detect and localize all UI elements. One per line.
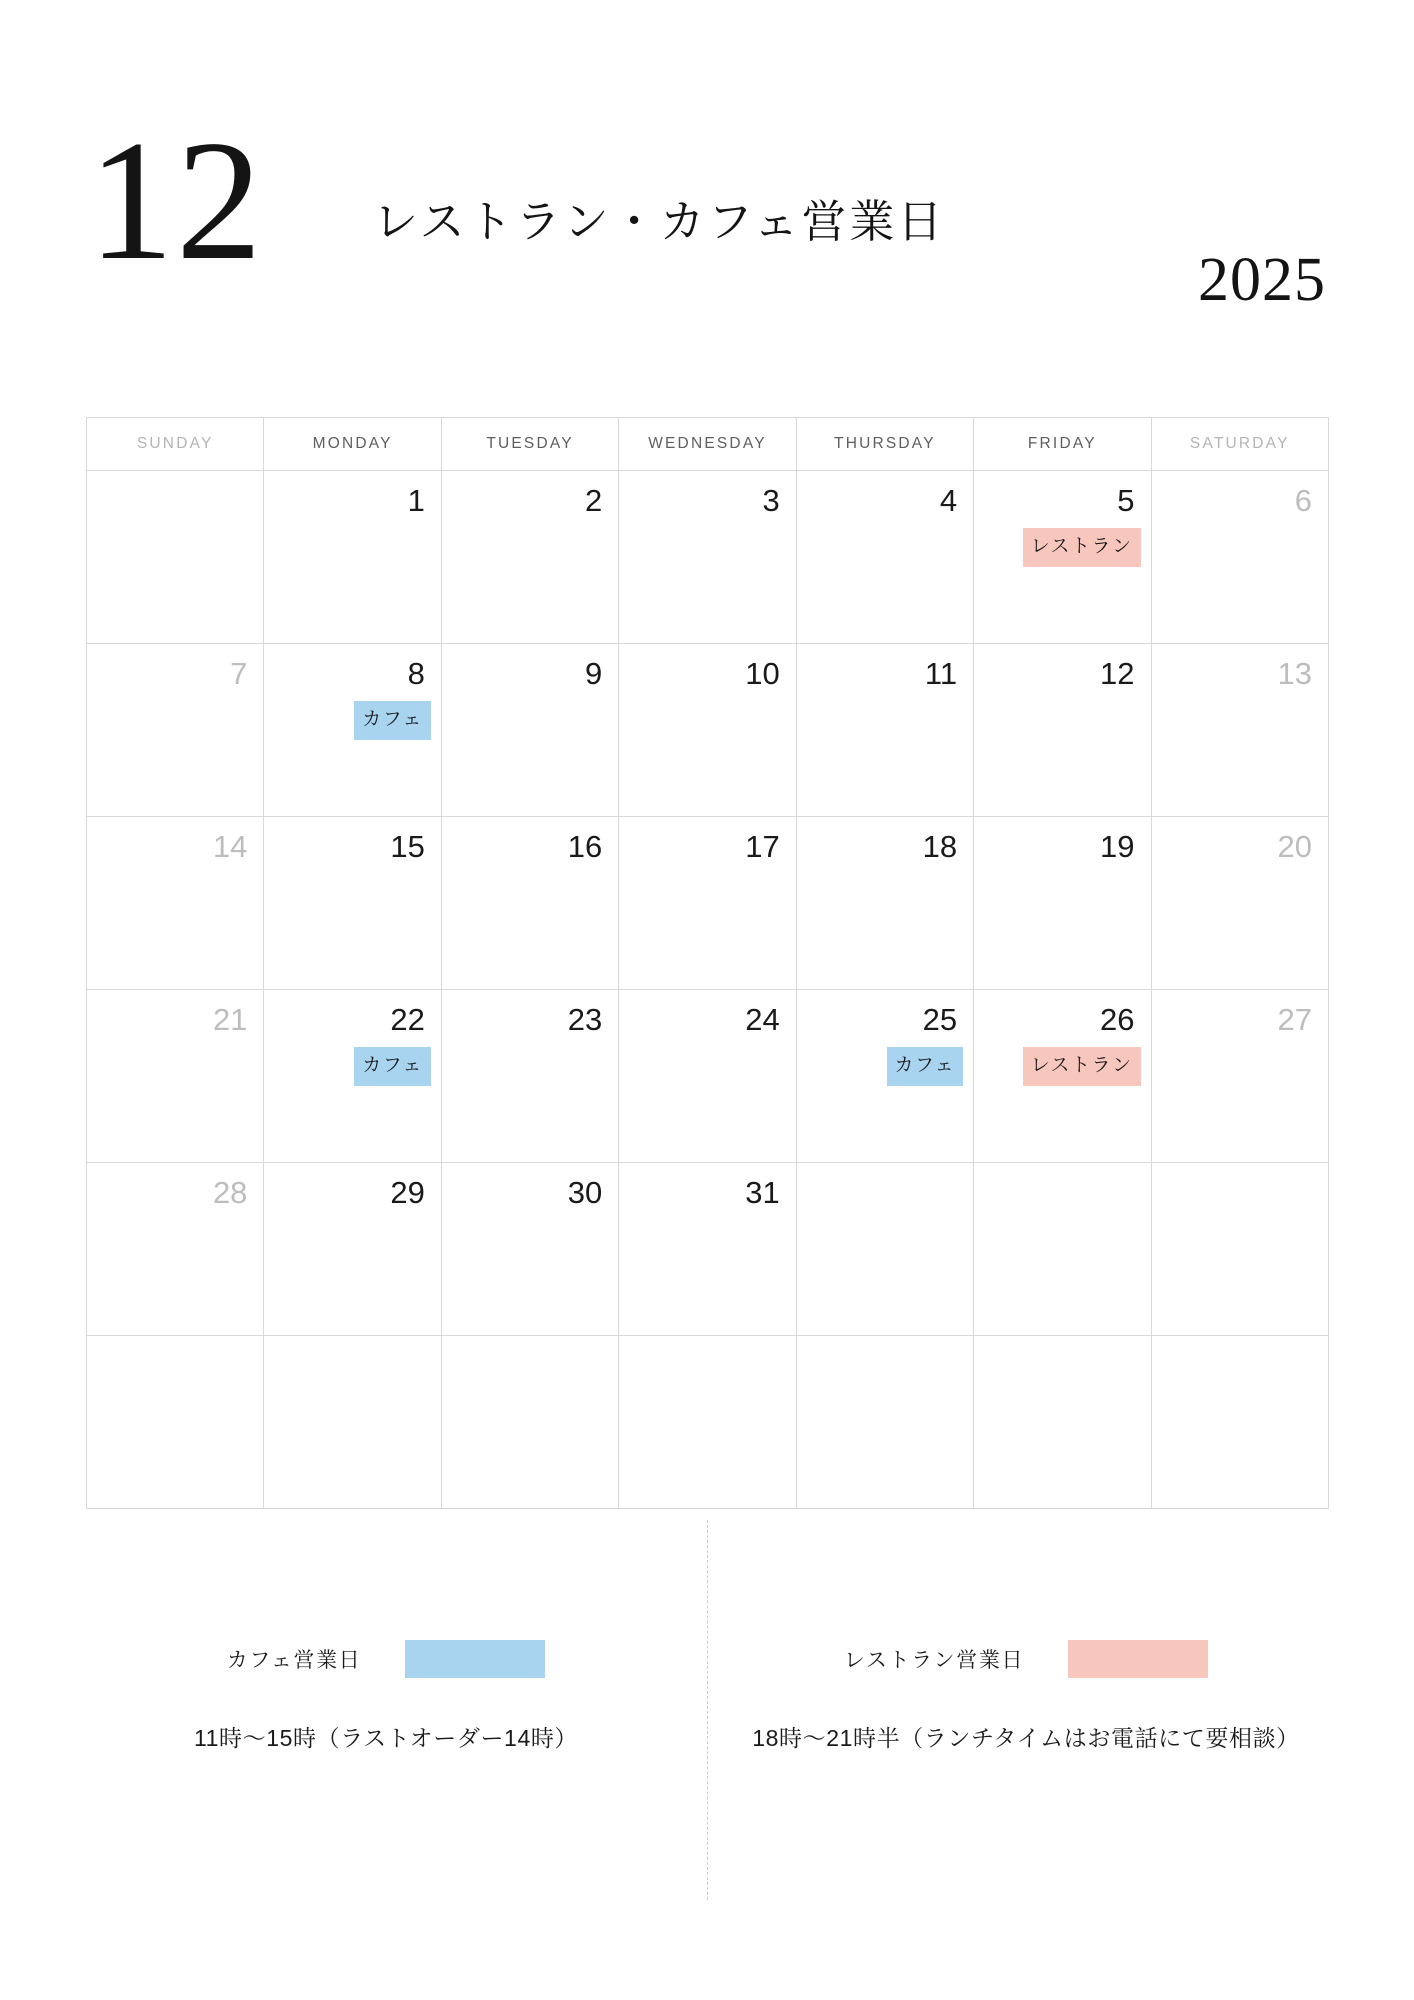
calendar-day-cell[interactable]	[619, 1163, 796, 1336]
calendar-day-cell[interactable]	[87, 471, 264, 644]
day-number: 7	[230, 656, 248, 691]
calendar-week-row	[87, 990, 1329, 1163]
day-number: 11	[924, 656, 958, 691]
legend-cafe-hours: 11時〜15時（ラストオーダー14時）	[193, 1725, 579, 1751]
calendar-day-cell[interactable]	[974, 1336, 1151, 1509]
legend-divider	[707, 1520, 708, 1900]
calendar-week-row	[87, 1163, 1329, 1336]
calendar-day-cell[interactable]	[974, 471, 1151, 644]
day-number: 1	[407, 483, 425, 518]
day-number: 6	[1294, 483, 1312, 518]
page-header	[88, 106, 1326, 340]
day-number: 10	[745, 656, 780, 691]
legend-cafe-swatch	[405, 1640, 545, 1678]
calendar-day-cell[interactable]	[796, 990, 973, 1163]
legend-cafe	[106, 1640, 666, 1753]
calendar-day-cell[interactable]	[619, 817, 796, 990]
event-tag-restaurant[interactable]: レストラン	[1023, 1047, 1141, 1086]
day-number: 24	[745, 1002, 780, 1037]
page-title: レストラン・カフェ営業日	[373, 197, 946, 247]
calendar-day-cell[interactable]	[441, 1163, 618, 1336]
calendar-week-row	[87, 471, 1329, 644]
event-tag-cafe[interactable]: カフェ	[887, 1047, 964, 1086]
calendar-day-cell[interactable]	[87, 817, 264, 990]
day-number: 4	[939, 483, 958, 518]
calendar-day-cell[interactable]	[264, 817, 441, 990]
calendar-day-cell[interactable]	[441, 1336, 618, 1509]
legend-restaurant-hours: 18時〜21時半（ランチタイムはお電話にて要相談）	[752, 1725, 1300, 1751]
legend-cafe-head	[106, 1640, 666, 1678]
day-number: 22	[390, 1002, 425, 1037]
legend-cafe-label: カフェ営業日	[226, 1649, 362, 1672]
weekday-header-sunday: SUNDAY	[87, 418, 264, 471]
calendar-week-row	[87, 1336, 1329, 1509]
calendar-day-cell[interactable]	[974, 990, 1151, 1163]
calendar-day-cell[interactable]	[1151, 644, 1328, 817]
weekday-header-monday: MONDAY	[264, 418, 441, 471]
calendar-day-cell[interactable]	[441, 817, 618, 990]
calendar-day-cell[interactable]	[264, 471, 441, 644]
calendar-day-cell[interactable]	[87, 990, 264, 1163]
calendar-day-cell[interactable]	[87, 1336, 264, 1509]
calendar-week-row	[87, 644, 1329, 817]
day-number: 26	[1100, 1002, 1135, 1037]
day-number: 29	[390, 1175, 425, 1210]
day-number: 5	[1117, 483, 1135, 518]
day-number: 8	[407, 656, 425, 691]
day-number: 12	[1100, 656, 1135, 691]
calendar-day-cell[interactable]	[87, 1163, 264, 1336]
day-number: 19	[1100, 829, 1135, 864]
calendar-day-cell[interactable]	[264, 1163, 441, 1336]
day-number: 20	[1277, 829, 1312, 864]
calendar-day-cell[interactable]	[796, 1163, 973, 1336]
calendar-day-cell[interactable]	[796, 471, 973, 644]
calendar-grid	[86, 417, 1329, 1509]
day-number: 16	[567, 829, 603, 864]
day-number: 14	[212, 829, 248, 864]
calendar-day-cell[interactable]	[974, 817, 1151, 990]
day-number: 17	[745, 829, 780, 864]
calendar-day-cell[interactable]	[796, 817, 973, 990]
calendar-day-cell[interactable]	[441, 990, 618, 1163]
calendar-day-cell[interactable]	[264, 990, 441, 1163]
weekday-header-row	[87, 418, 1329, 471]
calendar-day-cell[interactable]	[441, 644, 618, 817]
calendar-day-cell[interactable]	[1151, 817, 1328, 990]
event-tag-cafe[interactable]: カフェ	[354, 701, 431, 740]
calendar-day-cell[interactable]	[1151, 471, 1328, 644]
event-tag-restaurant[interactable]: レストラン	[1023, 528, 1141, 567]
calendar-day-cell[interactable]	[619, 644, 796, 817]
day-number: 28	[212, 1175, 248, 1210]
calendar-day-cell[interactable]	[796, 644, 973, 817]
day-number: 3	[762, 483, 780, 518]
weekday-header-thursday: THURSDAY	[796, 418, 973, 471]
day-number: 18	[922, 829, 958, 864]
calendar-day-cell[interactable]	[1151, 1163, 1328, 1336]
legend-restaurant-label: レストラン営業日	[843, 1649, 1025, 1672]
calendar-day-cell[interactable]	[974, 1163, 1151, 1336]
legend-restaurant-head	[746, 1640, 1306, 1678]
calendar-day-cell[interactable]	[619, 471, 796, 644]
day-number: 27	[1277, 1002, 1312, 1037]
calendar-day-cell[interactable]	[974, 644, 1151, 817]
event-tag-cafe[interactable]: カフェ	[354, 1047, 431, 1086]
legend-restaurant	[746, 1640, 1306, 1753]
day-number: 25	[922, 1002, 958, 1037]
calendar-day-cell[interactable]	[1151, 990, 1328, 1163]
day-number: 21	[212, 1002, 248, 1037]
weekday-header-friday: FRIDAY	[974, 418, 1151, 471]
day-number: 31	[745, 1175, 780, 1210]
calendar-day-cell[interactable]	[264, 1336, 441, 1509]
legend-restaurant-swatch	[1068, 1640, 1208, 1678]
day-number: 30	[567, 1175, 603, 1210]
calendar-day-cell[interactable]	[619, 1336, 796, 1509]
day-number: 2	[585, 483, 603, 518]
day-number: 13	[1277, 656, 1312, 691]
calendar-day-cell[interactable]	[264, 644, 441, 817]
year-label: 2025	[1198, 246, 1326, 314]
calendar-week-row	[87, 817, 1329, 990]
month-number: 12	[88, 106, 264, 296]
calendar-day-cell[interactable]	[87, 644, 264, 817]
calendar-day-cell[interactable]	[796, 1336, 973, 1509]
calendar-day-cell[interactable]	[1151, 1336, 1328, 1509]
day-number: 15	[390, 829, 425, 864]
day-number: 9	[585, 656, 603, 691]
weekday-header-wednesday: WEDNESDAY	[619, 418, 796, 471]
weekday-header-saturday: SATURDAY	[1151, 418, 1328, 471]
calendar-day-cell[interactable]	[619, 990, 796, 1163]
calendar-day-cell[interactable]	[441, 471, 618, 644]
day-number: 23	[567, 1002, 603, 1037]
weekday-header-tuesday: TUESDAY	[441, 418, 618, 471]
legend	[86, 1520, 1329, 1900]
